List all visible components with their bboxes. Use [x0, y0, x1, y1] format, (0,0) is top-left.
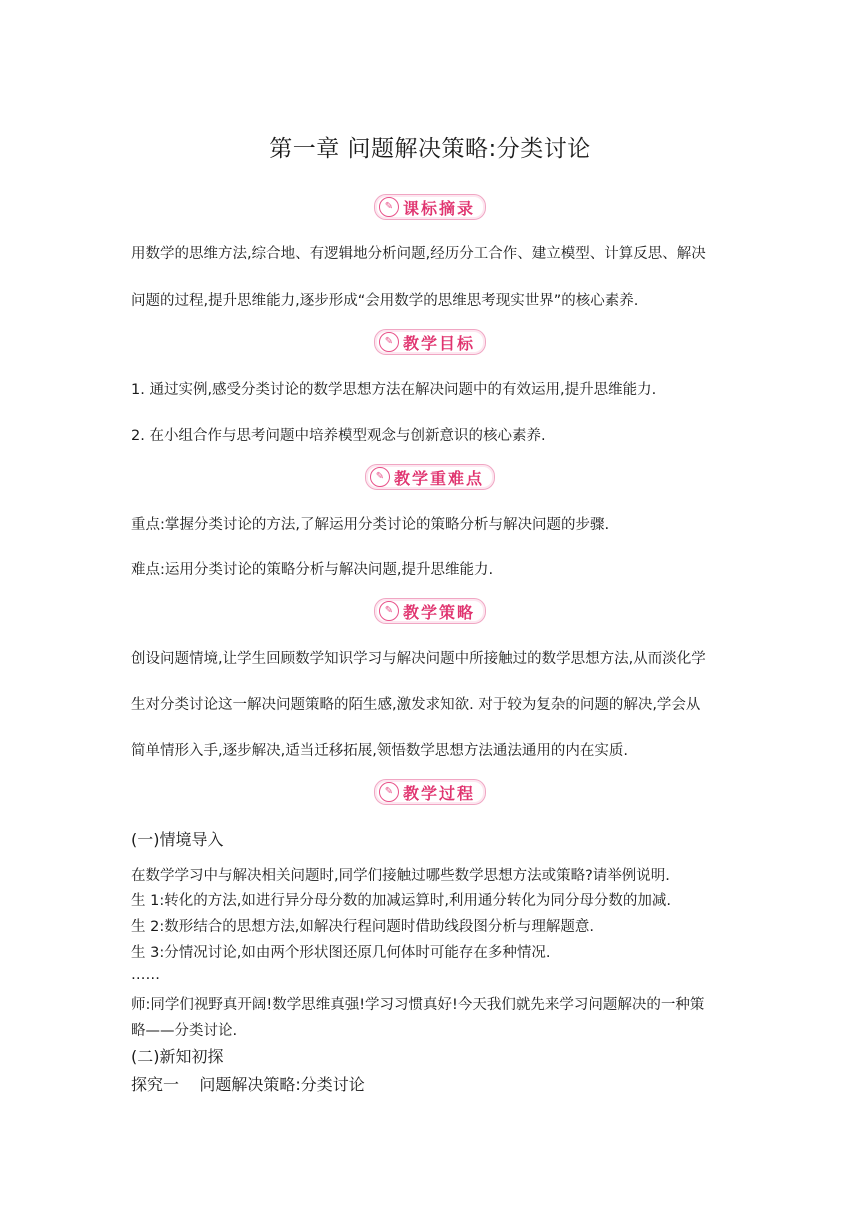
paragraph-line: 创设问题情境,让学生回顾数学知识学习与解决问题中所接触过的数学思想方法,从而淡化学 [131, 651, 706, 667]
paragraph-line: 简单情形入手,逐步解决,适当迁移拓展,领悟数学思想方法通法通用的内在实质. [131, 743, 628, 759]
book-icon: ✎ [379, 601, 399, 621]
paragraph-line: 重点:掌握分类讨论的方法,了解运用分类讨论的策略分析与解决问题的步骤. [131, 517, 610, 533]
section-badge-kebiao [374, 194, 486, 220]
paragraph-line: 生 3:分情况讨论,如由两个形状图还原几何体时可能存在多种情况. [131, 945, 551, 961]
section-label: 教学目标 [402, 333, 476, 353]
book-icon: ✎ [379, 197, 399, 217]
section-badge-zhongnandian [365, 464, 495, 490]
section-badge-mubiao [374, 329, 486, 355]
paragraph-line: 2. 在小组合作与思考问题中培养模型观念与创新意识的核心素养. [131, 428, 546, 444]
chapter-title: 第一章 问题解决策略:分类讨论 [269, 136, 591, 162]
book-icon: ✎ [379, 782, 399, 802]
section-label: 课标摘录 [402, 198, 476, 218]
section-label: 教学重难点 [393, 468, 485, 488]
section-badge-celue [374, 598, 486, 624]
book-icon: ✎ [379, 332, 399, 352]
book-icon: ✎ [370, 467, 390, 487]
paragraph-line: 1. 通过实例,感受分类讨论的数学思想方法在解决问题中的有效运用,提升思维能力. [131, 382, 657, 398]
section-label: 教学策略 [402, 602, 476, 622]
section-badge-guocheng [374, 779, 486, 805]
paragraph-line: 师:同学们视野真开阔!数学思维真强!学习习惯真好!今天我们就先来学习问题解决的一种策 [131, 997, 705, 1013]
paragraph-line: 用数学的思维方法,综合地、有逻辑地分析问题,经历分工合作、建立模型、计算反思、解决 [131, 246, 706, 262]
subheading-intro: (一)情境导入 [131, 830, 224, 849]
paragraph-line: 问题的过程,提升思维能力,逐步形成“会用数学的思维思考现实世界”的核心素养. [131, 293, 639, 309]
paragraph-line: …… [131, 967, 160, 983]
section-label: 教学过程 [402, 783, 476, 803]
paragraph-line: 在数学学习中与解决相关问题时,同学们接触过哪些数学思想方法或策略?请举例说明. [131, 868, 670, 884]
paragraph-line: 生 1:转化的方法,如进行异分母分数的加减运算时,利用通分转化为同分母分数的加减. [131, 893, 672, 909]
subheading-explore-1: 探究一 问题解决策略:分类讨论 [131, 1075, 365, 1094]
paragraph-line: 难点:运用分类讨论的策略分析与解决问题,提升思维能力. [131, 562, 494, 578]
paragraph-line: 生 2:数形结合的思想方法,如解决行程问题时借助线段图分析与理解题意. [131, 919, 594, 935]
paragraph-line: 生对分类讨论这一解决问题策略的陌生感,激发求知欲. 对于较为复杂的问题的解决,学会从 [131, 697, 701, 713]
paragraph-line: 略——分类讨论. [131, 1023, 238, 1039]
subheading-new-knowledge: (二)新知初探 [131, 1047, 224, 1066]
